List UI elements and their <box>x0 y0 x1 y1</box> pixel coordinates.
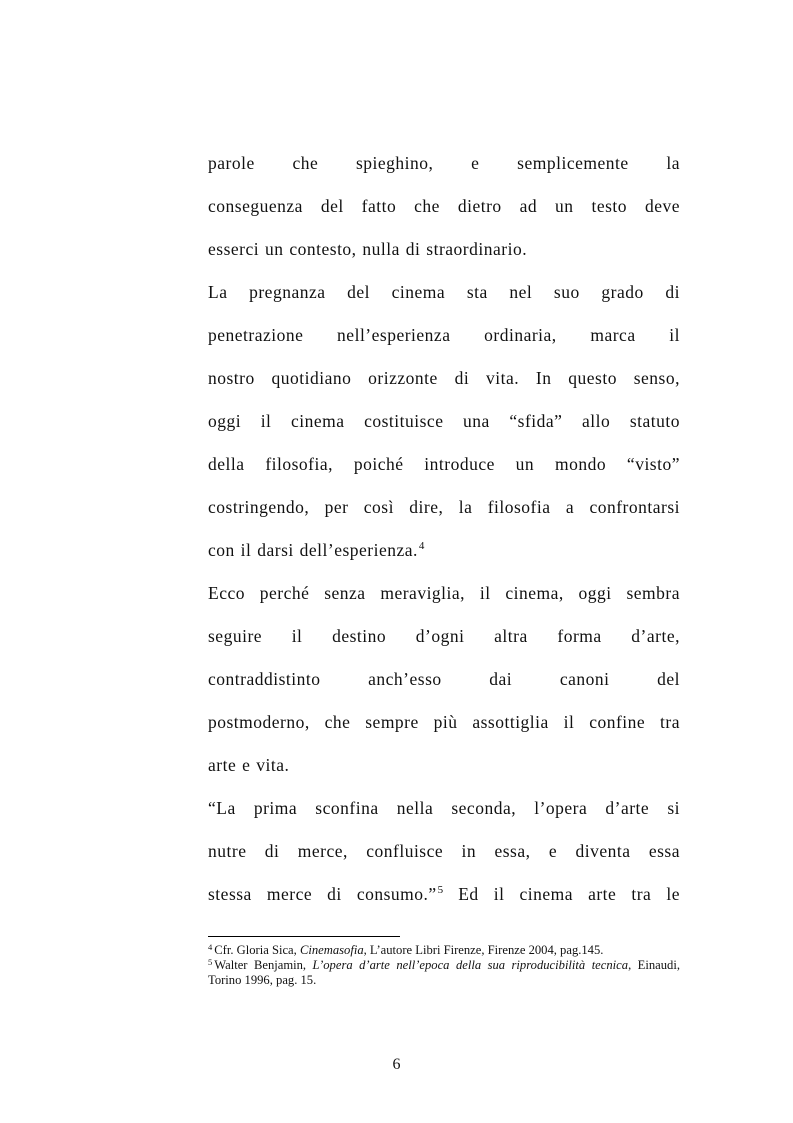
text-line: parole che spieghino, e semplicemente la <box>208 153 680 173</box>
text-line: della filosofia, poiché introduce un mondo “visto” <box>208 454 680 474</box>
footnotes <box>208 943 680 988</box>
text-line: La pregnanza del cinema sta nel suo grado di <box>208 282 680 302</box>
footnote-ref-4[interactable]: 4 <box>418 540 425 553</box>
text-line: nutre di merce, confluisce in essa, e diventa essa <box>208 841 680 861</box>
text-line-content: con il darsi dell’esperienza. <box>208 540 418 560</box>
text-line-content: Ed il cinema arte tra le <box>443 884 680 904</box>
footnote-4 <box>208 943 680 958</box>
footnote-text: Walter Benjamin, <box>214 958 313 972</box>
text-line: oggi il cinema costituisce una “sfida” allo statuto <box>208 411 680 431</box>
footnote-separator <box>208 936 400 937</box>
text-line-content: stessa merce di consumo.” <box>208 884 437 904</box>
footnote-text: Cfr. Gloria Sica, <box>214 943 300 957</box>
text-line: esserci un contesto, nulla di straordinario. <box>208 239 528 259</box>
footnote-title: Cinemasofia <box>299 943 364 957</box>
text-line <box>208 873 680 916</box>
footnote-5 <box>208 958 680 973</box>
text-line: postmoderno, che sempre più assottiglia il confine tra <box>208 712 680 732</box>
page-number: 6 <box>392 1056 401 1073</box>
text-line: nostro quotidiano orizzonte di vita. In questo senso, <box>208 368 680 388</box>
footnote-number: 5 <box>208 956 213 967</box>
text-line: Ecco perché senza meraviglia, il cinema, oggi sembra <box>208 583 680 603</box>
footnote-title: L’opera d’arte nell’epoca della sua riproducibilità tecnica <box>312 958 629 972</box>
text-line: seguire il destino d’ogni altra forma d’arte, <box>208 626 680 646</box>
body-text <box>208 142 680 916</box>
text-line: penetrazione nell’esperienza ordinaria, marca il <box>208 325 680 345</box>
text-line <box>208 529 680 572</box>
text-line: “La prima sconfina nella seconda, l’opera d’arte si <box>208 798 680 818</box>
footnote-5-continued: Torino 1996, pag. 15. <box>208 973 317 987</box>
footnote-ref-5[interactable]: 5 <box>437 884 444 897</box>
footnote-number: 4 <box>208 941 213 952</box>
text-line: contraddistinto anch’esso dai canoni del <box>208 669 680 689</box>
text-line: arte e vita. <box>208 755 290 775</box>
text-line: conseguenza del fatto che dietro ad un testo deve <box>208 196 680 216</box>
footnote-text: , Einaudi, <box>628 958 680 972</box>
footnote-text: , L’autore Libri Firenze, Firenze 2004, pag.145. <box>363 943 604 957</box>
text-line: costringendo, per così dire, la filosofia a confrontarsi <box>208 497 680 517</box>
